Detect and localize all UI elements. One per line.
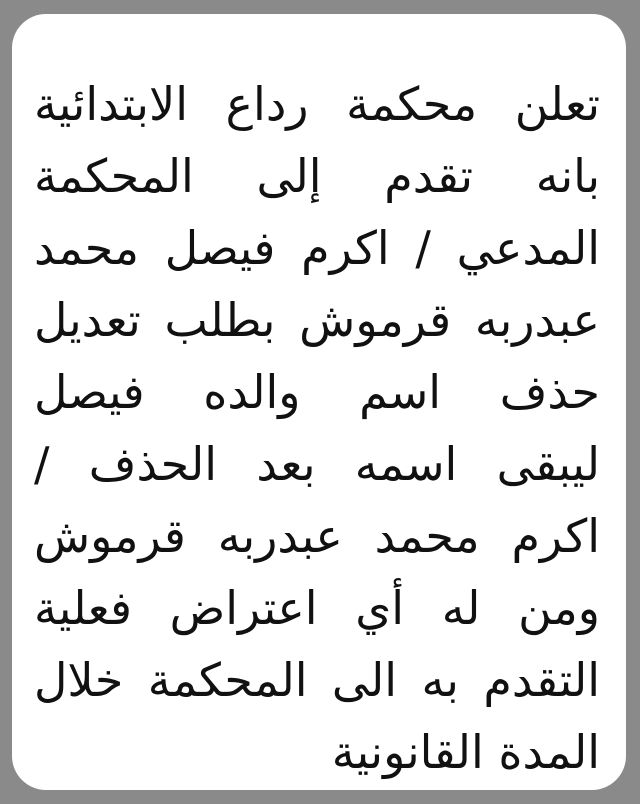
notice-text	[34, 68, 600, 788]
notice-line-1: تعلن محكمة رداع الابتدائية	[34, 77, 600, 131]
notice-line-3: المدعي / اكرم فيصل محمد	[34, 221, 600, 275]
notice-line-5: حذف اسم والده فيصل	[34, 365, 600, 419]
notice-line-10: المدة القانونية	[331, 725, 600, 779]
notice-line-2: بانه تقدم إلى المحكمة	[34, 149, 600, 203]
notice-line-9: التقدم به الى المحكمة خلال	[34, 653, 600, 707]
notice-line-7: اكرم محمد عبدربه قرموش	[34, 509, 600, 563]
notice-card	[12, 14, 626, 790]
notice-line-4: عبدربه قرموش بطلب تعديل	[34, 293, 600, 347]
notice-line-6: ليبقى اسمه بعد الحذف /	[34, 437, 600, 491]
notice-line-8: ومن له أي اعتراض فعلية	[34, 581, 600, 635]
